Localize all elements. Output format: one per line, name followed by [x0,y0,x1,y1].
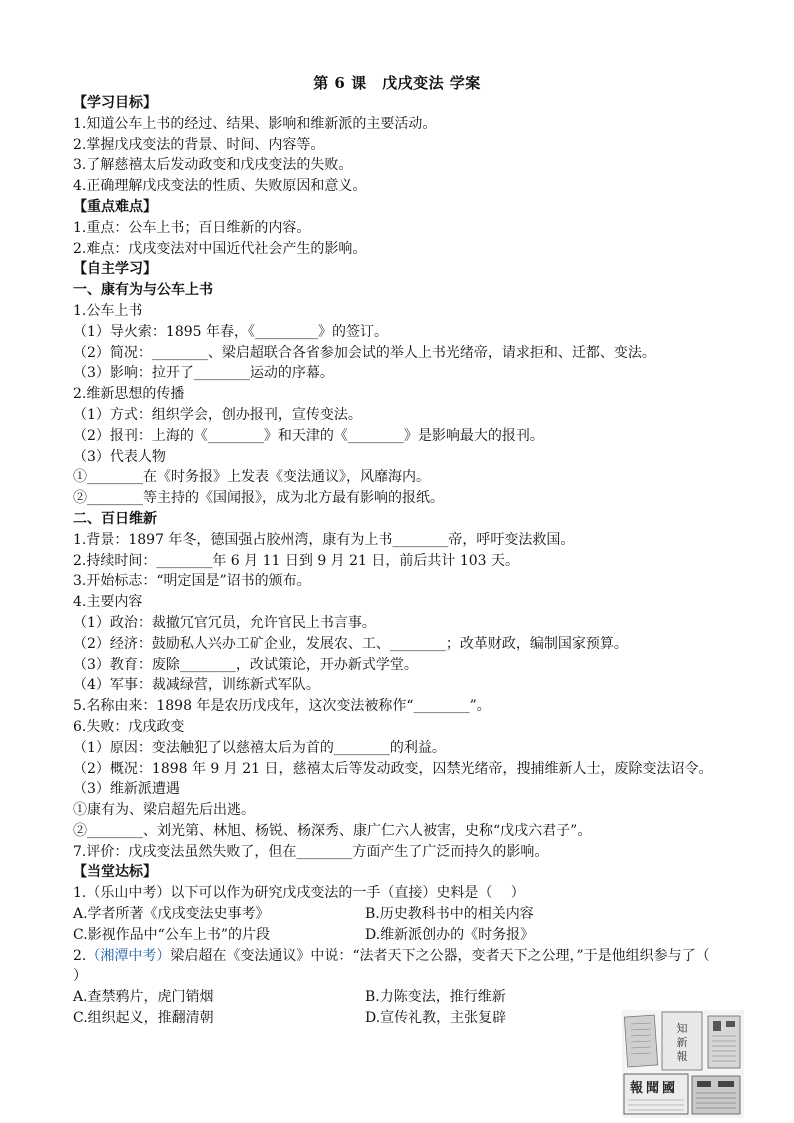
old-newspaper-right [708,1016,740,1068]
zhixinbao-masthead-3: 報 [676,1050,688,1063]
section-heading: 【学习目标】 [73,95,157,111]
worksheet-line: （4）军事：裁减绿营，训练新式军队。 [73,677,320,694]
worksheet-line: 2.持续时间：________年 6 月 11 日到 9 月 21 日，前后共计 103 天。 [73,552,520,569]
section-heading: 二、百日维新 [73,510,157,527]
q2-option-a: A.查禁鸦片，虎门销烟 [73,989,214,1006]
worksheet-line: （1）原因：变法触犯了以慈禧太后为首的________的利益。 [73,739,446,756]
worksheet-line: 6.失败：戊戌政变 [73,718,185,735]
section-heading: 【自主学习】 [73,261,157,278]
guowenbao-masthead-2: 聞 [646,1081,660,1096]
old-newspaper-left [624,1015,657,1067]
worksheet-line: 1.背景：1897 年冬，德国强占胶州湾，康有为上书________帝，呼吁变法救国。 [73,531,575,548]
worksheet-line: 5.名称由来：1898 年是农历戊戌年，这次变法被称作“________”。 [73,698,491,715]
question-1-options-row-1 [73,904,733,925]
worksheet-line: （3）教育：废除________，改试策论，开办新式学堂。 [73,656,418,673]
worksheet-line: ②________等主持的《国闻报》，成为北方最有影响的报纸。 [73,490,444,507]
worksheet-line: （1）政治：裁撤冗官冗员，允许官民上书言事。 [73,614,376,631]
q2-number: 2. [73,947,87,964]
section-heading: 【当堂达标】 [73,864,157,881]
worksheet-line: 1.知道公车上书的经过、结果、影响和维新派的主要活动。 [73,115,437,132]
worksheet-line: 7.评价：戊戌变法虽然失败了，但在________方面产生了广泛而持久的影响。 [73,843,549,860]
q2-option-d: D.宣传礼教，主张复辟 [365,1010,507,1027]
worksheet-line: 2.难点：戊戌变法对中国近代社会产生的影响。 [73,240,367,257]
worksheet-body [73,93,733,1029]
q2-option-c: C.组织起义，推翻清朝 [73,1010,214,1027]
worksheet-line: 1.公车上书 [73,302,143,319]
q1-option-d: D.维新派创办的《时务报》 [365,926,535,943]
guowenbao-masthead-3: 國 [662,1081,676,1096]
zhixinbao-masthead-1: 知 [676,1022,688,1035]
q2-stem-text: 梁启超在《变法通议》中说：“法者天下之公器，变者天下之公理，”于是他组织参与了（ ） [73,947,729,985]
worksheet-line: ①康有为、梁启超先后出逃。 [73,802,255,819]
worksheet-line: 3.了解慈禧太后发动政变和戊戌变法的失败。 [73,157,353,174]
worksheet-line: （2）概况：1898 年 9 月 21 日，慈禧太后等发动政变，囚禁光绪帝，搜捕维新人士，废除变法诏令。 [73,760,713,777]
worksheet-line: （2）简况：________、梁启超联合各省参加会试的举人上书光绪帝，请求拒和、迁都、变法。 [73,344,656,361]
worksheet-line: （2）报刊：上海的《________》和天津的《________》是影响最大的报刊。 [73,427,544,444]
worksheet-line: 4.主要内容 [73,594,143,611]
worksheet-lines [73,93,733,883]
worksheet-line: ②________、刘光第、林旭、杨锐、杨深秀、康广仁六人被害，史称“戊戌六君子”。 [73,822,592,839]
worksheet-line: （1）导火索：1895 年春，《_________》的签订。 [73,323,388,340]
worksheet-line: （3）代表人物 [73,448,166,465]
zhixinbao-masthead-2: 新 [676,1036,688,1049]
guowenbao-masthead-1: 報 [630,1081,644,1096]
worksheet-line: （3）影响：拉开了________运动的序幕。 [73,365,334,382]
section-heading: 一、康有为与公车上书 [73,282,213,299]
q1-option-b: B.历史教科书中的相关内容 [365,906,534,923]
worksheet-line: （2）经济：鼓励私人兴办工矿企业，发展农、工、________；改革财政，编制国家预算。 [73,635,628,652]
q1-option-a: A.学者所著《戊戌变法史事考》 [73,906,270,923]
worksheet-line: 2.维新思想的传播 [73,386,185,403]
question-1-stem: 1.（乐山中考）以下可以作为研究戊戌变法的一手（直接）史料是（ ） [73,885,525,902]
worksheet-line: 2.掌握戊戌变法的背景、时间、内容等。 [73,136,325,153]
worksheet-line: ①________在《时务报》上发表《变法通议》，风靡海内。 [73,469,430,486]
section-heading: 【重点难点】 [73,198,157,215]
worksheet-line: 1.重点：公车上书；百日维新的内容。 [73,219,311,236]
q2-source: （湘潭中考） [86,947,171,964]
question-2-options-row-1 [73,987,733,1008]
question-2-stem [73,946,733,988]
worksheet-line: （1）方式：组织学会，创办报刊，宣传变法。 [73,406,362,423]
worksheet-line: （3）维新派遭遇 [73,781,180,798]
newspapers-illustration [622,1010,744,1118]
q1-option-c: C.影视作品中“公车上书”的片段 [73,926,270,943]
worksheet-line: 3.开始标志：“明定国是”诏书的颁布。 [73,573,311,590]
q2-option-b: B.力陈变法，推行维新 [365,989,506,1006]
question-1-options-row-2 [73,925,733,946]
worksheet-line: 4.正确理解戊戌变法的性质、失败原因和意义。 [73,178,367,195]
page-title: 第 6 课 戊戌变法 学案 [313,74,481,92]
